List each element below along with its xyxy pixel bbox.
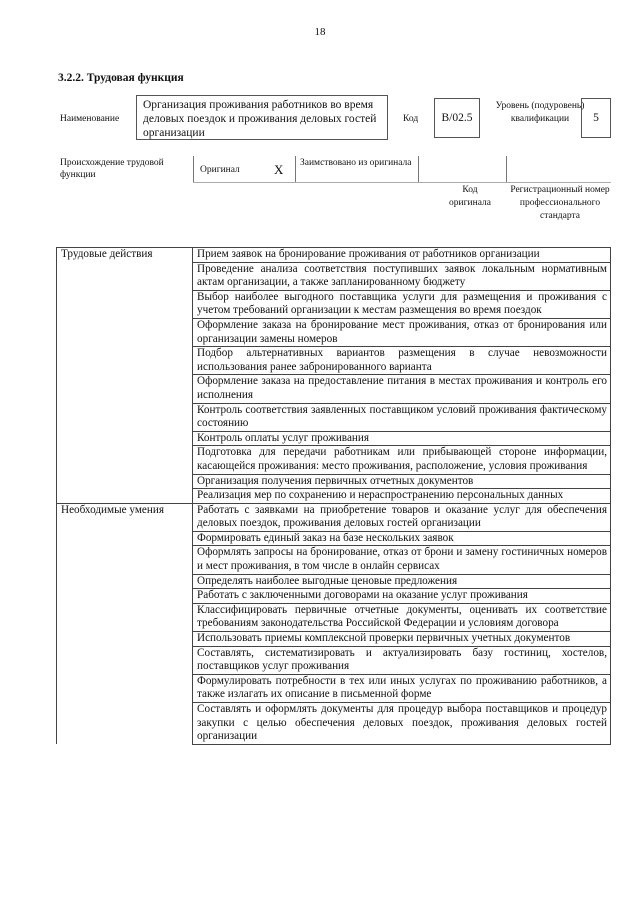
table-cell-item: Формировать единый заказ на базе нескольких заявок — [193, 531, 611, 546]
table-cell-item: Оформление заказа на бронирование мест проживания, отказ от бронирования или организации замены номеров — [193, 318, 611, 346]
table-cell-item: Организация получения первичных отчетных документов — [193, 474, 611, 489]
section-label-continuation — [57, 546, 193, 574]
table-cell-item: Выбор наиболее выгодного поставщика услуги для размещения и проживания с учетом требований организации к местам размещения во время поездок — [193, 290, 611, 318]
table-cell-item: Работать с заключенными договорами на оказание услуг проживания — [193, 589, 611, 604]
table-row — [57, 574, 611, 589]
table-row — [57, 290, 611, 318]
code-label: Код — [403, 114, 419, 124]
qualification-level-box: 5 — [581, 98, 611, 138]
table-row — [57, 347, 611, 375]
origin-rule — [193, 182, 611, 183]
function-name-box: Организация проживания работников во время деловых поездок и проживания деловых гостей организации — [136, 95, 388, 140]
origin-divider — [295, 156, 296, 182]
reg-number-caption: Регистрационный номер профессионального стандарта — [510, 185, 610, 221]
section-label-continuation — [57, 347, 193, 375]
table-row — [57, 403, 611, 431]
table-cell-item: Проведение анализа соответствия поступивших заявок локальным нормативным актам организации, а также запланированному бюджету — [193, 262, 611, 290]
table-row — [57, 589, 611, 604]
table-row — [57, 674, 611, 702]
section-title: 3.2.2. Трудовая функция — [58, 72, 184, 84]
table-cell-item: Классифицировать первичные отчетные документы, оценивать их соответствие требованиям законодательства Российской Федерации и условиям договора — [193, 603, 611, 631]
section-label-continuation — [57, 531, 193, 546]
table-row — [57, 474, 611, 489]
section-label: Трудовые действия — [57, 248, 193, 263]
origin-divider — [418, 156, 419, 182]
table-cell-item: Работать с заявками на приобретение товаров и оказание услуг для обеспечения деловых поездок, проживания деловых гостей организации — [193, 503, 611, 531]
table-row — [57, 446, 611, 474]
section-label-continuation — [57, 431, 193, 446]
table-cell-item: Контроль оплаты услуг проживания — [193, 431, 611, 446]
table-row — [57, 262, 611, 290]
table-cell-item: Оформление заказа на предоставление питания в местах проживания и контроль его исполнения — [193, 375, 611, 403]
table-cell-item: Использовать приемы комплексной проверки первичных учетных документов — [193, 632, 611, 647]
table-cell-item: Составлять и оформлять документы для процедур выбора поставщиков и процедур закупки с целью обеспечения деловых поездок, проживания деловых гостей организации — [193, 703, 611, 745]
table-row — [57, 703, 611, 745]
section-label-continuation — [57, 290, 193, 318]
function-code-box: B/02.5 — [434, 98, 480, 138]
table-cell-item: Подбор альтернативных вариантов размещения в случае невозможности использования ранее забронированного варианта — [193, 347, 611, 375]
section-label: Необходимые умения — [57, 503, 193, 531]
section-label-continuation — [57, 703, 193, 745]
table-row — [57, 489, 611, 504]
section-label-continuation — [57, 474, 193, 489]
page-number: 18 — [314, 26, 326, 38]
table-row — [57, 375, 611, 403]
origin-borrowed-label: Заимствовано из оригинала — [300, 158, 412, 168]
table-row — [57, 318, 611, 346]
origin-mark: X — [274, 162, 284, 177]
section-label-continuation — [57, 603, 193, 631]
section-label-continuation — [57, 574, 193, 589]
table-cell-item: Подготовка для передачи работникам или прибывающей стороне информации, касающейся проживания: место проживания, расположение, условия проживания — [193, 446, 611, 474]
section-label-continuation — [57, 446, 193, 474]
function-table — [56, 247, 611, 745]
table-row — [57, 531, 611, 546]
table-cell-item: Контроль соответствия заявленных поставщиком условий проживания фактическому состоянию — [193, 403, 611, 431]
origin-original-label: Оригинал — [200, 165, 240, 175]
section-label-continuation — [57, 489, 193, 504]
code-original-caption: Код оригинала — [449, 185, 491, 208]
table-row — [57, 503, 611, 531]
section-label-continuation — [57, 589, 193, 604]
section-label-continuation — [57, 375, 193, 403]
table-row — [57, 646, 611, 674]
table-cell-item: Реализация мер по сохранению и нераспространению персональных данных — [193, 489, 611, 504]
section-label-continuation — [57, 632, 193, 647]
qualification-level-label: Уровень (подуровень) квалификации — [495, 101, 585, 124]
table-cell-item: Формулировать потребности в тех или иных услугах по проживанию работников, а также излагать их описание в письменной форме — [193, 674, 611, 702]
origin-label: Происхождение трудовой функции — [60, 158, 164, 180]
table-row — [57, 546, 611, 574]
table-row — [57, 248, 611, 263]
section-label-continuation — [57, 646, 193, 674]
table-row — [57, 431, 611, 446]
table-row — [57, 603, 611, 631]
table-row — [57, 632, 611, 647]
section-label-continuation — [57, 318, 193, 346]
origin-divider — [506, 156, 507, 182]
name-label: Наименование — [60, 114, 120, 124]
table-cell-item: Определять наиболее выгодные ценовые предложения — [193, 574, 611, 589]
section-label-continuation — [57, 674, 193, 702]
table-cell-item: Прием заявок на бронирование проживания от работников организации — [193, 248, 611, 263]
origin-divider — [193, 156, 194, 182]
table-cell-item: Составлять, систематизировать и актуализировать базу гостиниц, хостелов, поставщиков услуг проживания — [193, 646, 611, 674]
table-cell-item: Оформлять запросы на бронирование, отказ от брони и замену гостиничных номеров и мест проживания, в том числе в онлайн сервисах — [193, 546, 611, 574]
section-label-continuation — [57, 403, 193, 431]
section-label-continuation — [57, 262, 193, 290]
